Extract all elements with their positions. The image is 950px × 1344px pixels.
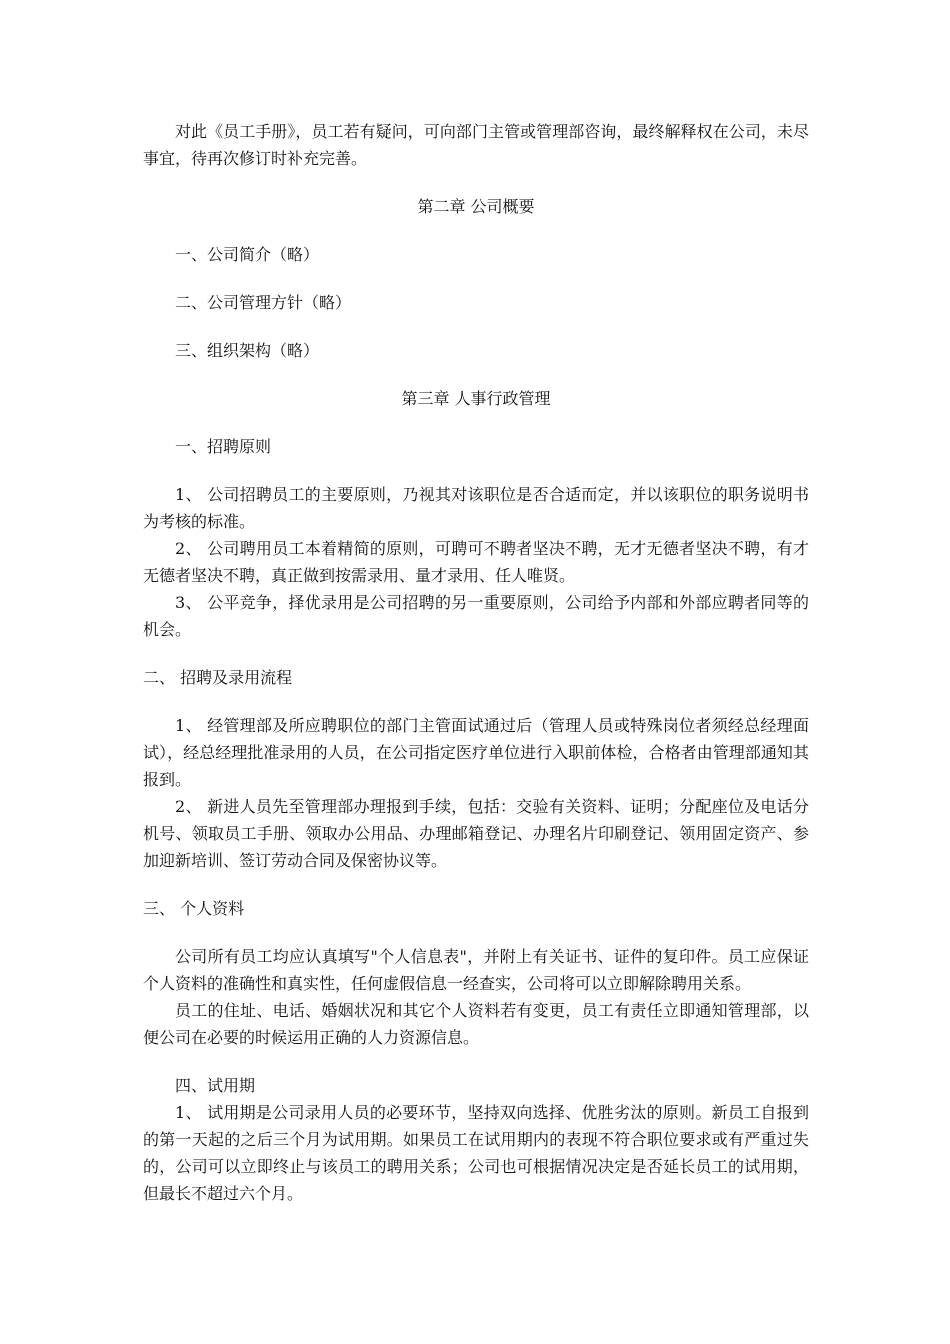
intro-paragraph: 对此《员工手册》，员工若有疑问，可向部门主管或管理部咨询，最终解释权在公司，未尽事宜，待再次修订时补充完善。 bbox=[143, 122, 809, 168]
section-heading: 三、 个人资料 bbox=[143, 899, 245, 918]
chapter-2-item: 二、公司管理方针（略） bbox=[175, 293, 352, 312]
section-heading: 一、招聘原则 bbox=[175, 437, 272, 456]
section-heading: 四、试用期 bbox=[175, 1076, 256, 1095]
document-page bbox=[143, 118, 809, 1207]
chapter-2-title: 第二章 公司概要 bbox=[417, 197, 535, 216]
section-paragraph: 员工的住址、电话、婚姻状况和其它个人资料若有变更，员工有责任立即通知管理部，以便公司在必要的时候运用正确的人力资源信息。 bbox=[143, 1001, 809, 1047]
section-paragraph: 2、 新进人员先至管理部办理报到手续，包括：交验有关资料、证明；分配座位及电话分机号、领取员工手册、领取办公用品、办理邮箱登记、办理名片印刷登记、领用固定资产、参加迎新培训、签订劳动合同及保密协议等。 bbox=[143, 797, 809, 870]
chapter-2-item: 三、组织架构（略） bbox=[175, 341, 320, 360]
section-paragraph: 3、 公平竞争，择优录用是公司招聘的另一重要原则，公司给予内部和外部应聘者同等的机会。 bbox=[143, 593, 809, 639]
chapter-2-item: 一、公司简介（略） bbox=[175, 245, 320, 264]
section-paragraph: 1、 试用期是公司录用人员的必要环节，坚持双向选择、优胜劣汰的原则。新员工自报到的第一天起的之后三个月为试用期。如果员工在试用期内的表现不符合职位要求或有严重过失的，公司可以立即终止与该员工的聘用关系；公司也可根据情况决定是否延长员工的试用期，但最长不超过六个月。 bbox=[143, 1103, 809, 1203]
section-paragraph: 2、 公司聘用员工本着精简的原则，可聘可不聘者坚决不聘，无才无德者坚决不聘，有才无德者坚决不聘，真正做到按需录用、量才录用、任人唯贤。 bbox=[143, 539, 809, 585]
section-heading: 二、 招聘及录用流程 bbox=[143, 668, 293, 687]
section-paragraph: 1、 经管理部及所应聘职位的部门主管面试通过后（管理人员或特殊岗位者须经总经理面试），经总经理批准录用的人员，在公司指定医疗单位进行入职前体检，合格者由管理部通知其报到。 bbox=[143, 716, 809, 789]
section-paragraph: 1、 公司招聘员工的主要原则，乃视其对该职位是否合适而定，并以该职位的职务说明书为考核的标准。 bbox=[143, 485, 809, 531]
chapter-3-title: 第三章 人事行政管理 bbox=[401, 389, 551, 408]
section-paragraph: 公司所有员工均应认真填写"个人信息表"，并附上有关证书、证件的复印件。员工应保证个人资料的准确性和真实性，任何虚假信息一经查实，公司将可以立即解除聘用关系。 bbox=[143, 947, 809, 993]
